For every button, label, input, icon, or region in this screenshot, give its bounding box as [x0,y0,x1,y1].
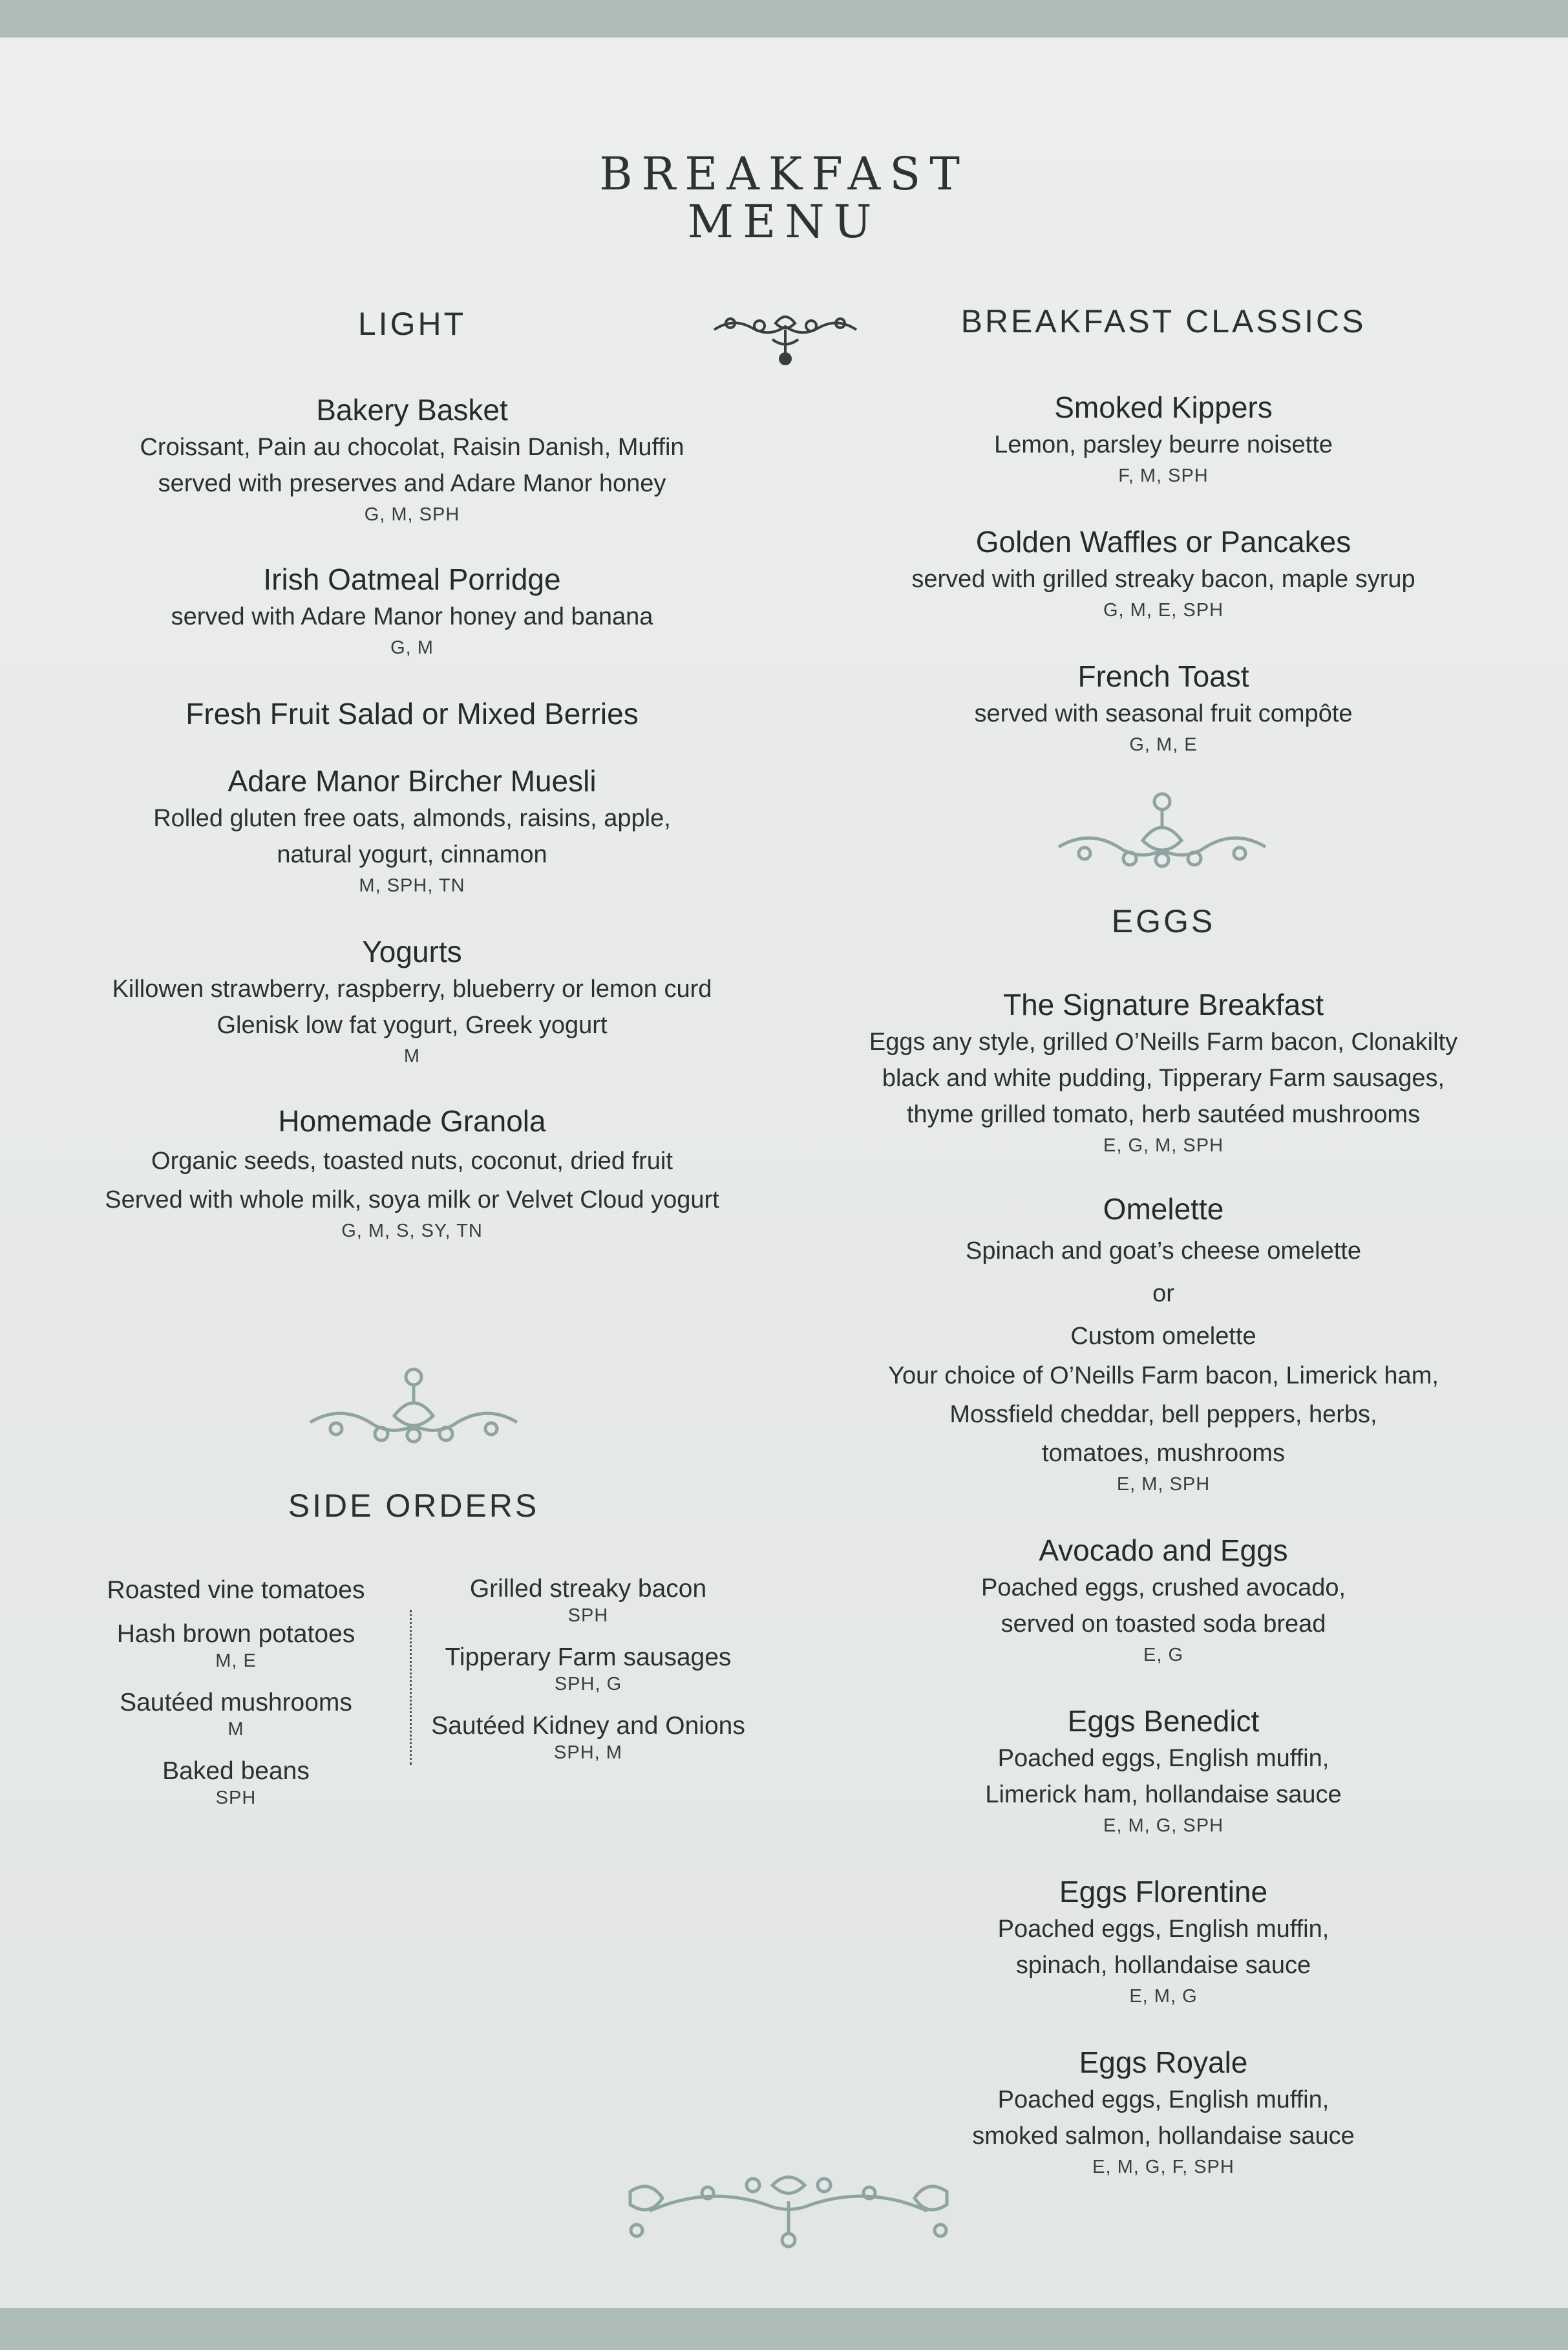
side-name: Sautéed Kidney and Onions [431,1712,745,1740]
item-name: Homemade Granola [278,1104,546,1138]
side-name: Grilled streaky bacon [469,1575,707,1603]
menu-item-avocado-eggs [840,1531,1487,1668]
item-desc: black and white pudding, Tipperary Farm sausages, [882,1065,1445,1092]
item-desc: natural yogurt, cinnamon [277,841,547,868]
item-desc: spinach, hollandaise sauce [1015,1952,1311,1979]
side-allergens: SPH, M [554,1742,622,1763]
section-heading-breakfast-classics: BREAKFAST CLASSICS [960,303,1366,339]
side-item-hash-browns [97,1619,375,1672]
item-desc: served with grilled streaky bacon, maple syrup [911,566,1415,593]
floral-ornament-icon [611,2159,966,2256]
menu-item-yogurts [58,932,766,1069]
item-desc: Eggs any style, grilled O’Neills Farm bacon, Clonakilty [869,1029,1458,1056]
item-allergens: G, M, S, SY, TN [341,1221,483,1241]
item-allergens: E, M, SPH [1116,1474,1211,1495]
item-allergens: E, M, G, F, SPH [1092,2157,1234,2177]
menu-item-oatmeal-porridge [58,560,766,661]
item-desc: Mossfield cheddar, bell peppers, herbs, [949,1401,1377,1428]
item-allergens: G, M, E [1129,734,1198,755]
side-name: Tipperary Farm sausages [445,1643,732,1671]
side-item-vine-tomatoes [97,1575,375,1606]
item-desc: thyme grilled tomato, herb sautéed mushrooms [906,1101,1421,1128]
section-heading-side-orders: SIDE ORDERS [288,1488,540,1524]
item-allergens: E, M, G [1129,1986,1198,2007]
item-desc: served with seasonal fruit compôte [974,700,1353,727]
menu-item-french-toast [840,657,1487,758]
item-desc: Poached eggs, English muffin, [997,2086,1330,2113]
item-desc: Served with whole milk, soya milk or Velvet Cloud yogurt [105,1186,719,1213]
item-desc: Glenisk low fat yogurt, Greek yogurt [217,1012,608,1039]
item-desc: Poached eggs, English muffin, [997,1745,1330,1772]
item-name: The Signature Breakfast [1002,988,1324,1021]
side-name: Baked beans [162,1757,310,1785]
item-allergens: G, M, E, SPH [1103,600,1224,621]
side-name: Hash brown potatoes [116,1620,355,1648]
menu-title-line2: MENU [687,195,881,248]
item-desc: Poached eggs, crushed avocado, [980,1574,1346,1601]
item-name: Adare Manor Bircher Muesli [228,764,597,798]
item-desc: Spinach and goat’s cheese omelette [966,1237,1361,1265]
item-name: Eggs Royale [1079,2046,1248,2079]
side-name: Roasted vine tomatoes [107,1576,365,1604]
floral-ornament-icon [1052,789,1272,879]
menu-item-eggs-florentine [840,1872,1487,2009]
item-allergens: G, M, SPH [364,504,460,525]
side-allergens: SPH [567,1605,609,1626]
item-allergens: G, M [390,637,434,658]
side-item-mushrooms [97,1687,375,1740]
item-desc: Organic seeds, toasted nuts, coconut, dried fruit [151,1148,673,1175]
side-allergens: SPH, G [554,1674,622,1694]
menu-item-fruit-salad [58,694,766,733]
section-heading-eggs: EGGS [1111,903,1216,939]
item-allergens: E, M, G, SPH [1103,1815,1224,1836]
item-name: Irish Oatmeal Porridge [263,562,561,596]
side-name: Sautéed mushrooms [120,1689,352,1716]
item-name: Yogurts [362,935,462,968]
item-desc: served with preserves and Adare Manor honey [158,470,666,497]
side-allergens: M [228,1719,244,1740]
item-desc: Killowen strawberry, raspberry, blueberry or lemon curd [112,976,712,1003]
menu-item-bircher-muesli [58,762,766,899]
item-name: Smoked Kippers [1054,390,1273,424]
side-item-baked-beans [97,1756,375,1809]
item-allergens: E, G, M, SPH [1103,1135,1224,1156]
side-item-tipperary-sausages [427,1642,750,1695]
menu-item-smoked-kippers [840,388,1487,489]
item-name: Fresh Fruit Salad or Mixed Berries [185,697,639,731]
item-name: Omelette [1103,1192,1224,1226]
item-desc: Your choice of O’Neills Farm bacon, Limerick ham, [888,1362,1439,1389]
item-desc: Rolled gluten free oats, almonds, raisins, apple, [153,805,671,832]
item-desc: Poached eggs, English muffin, [997,1916,1330,1943]
section-heading-light: LIGHT [357,306,467,342]
side-item-kidney-onions [427,1711,750,1764]
side-allergens: M, E [215,1650,257,1671]
item-desc: smoked salmon, hollandaise sauce [972,2122,1355,2150]
menu-item-omelette [840,1188,1487,1497]
item-allergens: F, M, SPH [1118,465,1209,486]
menu-item-signature-breakfast [840,985,1487,1159]
item-name: Bakery Basket [316,393,508,427]
item-desc: Croissant, Pain au chocolat, Raisin Danish, Muffin [140,434,684,461]
item-allergens: M, SPH, TN [359,875,465,896]
item-desc: Lemon, parsley beurre noisette [994,431,1333,458]
item-name: Golden Waffles or Pancakes [975,525,1351,559]
item-allergens: M [403,1046,421,1067]
item-desc: served on toasted soda bread [1001,1610,1326,1638]
item-desc: Limerick ham, hollandaise sauce [985,1781,1342,1808]
item-name: Avocado and Eggs [1039,1533,1288,1567]
menu-title-line1: BREAKFAST [599,147,969,200]
menu-item-waffles-pancakes [840,522,1487,623]
item-desc: tomatoes, mushrooms [1042,1440,1285,1467]
side-item-streaky-bacon [427,1574,750,1627]
item-name: Eggs Benedict [1067,1704,1260,1738]
menu-item-bakery-basket [58,390,766,528]
menu-item-eggs-benedict [840,1702,1487,1839]
item-name: French Toast [1077,659,1249,693]
floral-ornament-icon [304,1364,524,1455]
item-desc-or: or [1152,1280,1174,1307]
menu-item-granola [58,1102,766,1244]
side-allergens: SPH [215,1788,257,1808]
item-desc: served with Adare Manor honey and banana [171,603,653,630]
side-orders-divider [410,1610,412,1765]
item-name: Eggs Florentine [1059,1875,1268,1908]
item-desc: Custom omelette [1070,1323,1256,1350]
item-allergens: E, G [1143,1645,1183,1665]
